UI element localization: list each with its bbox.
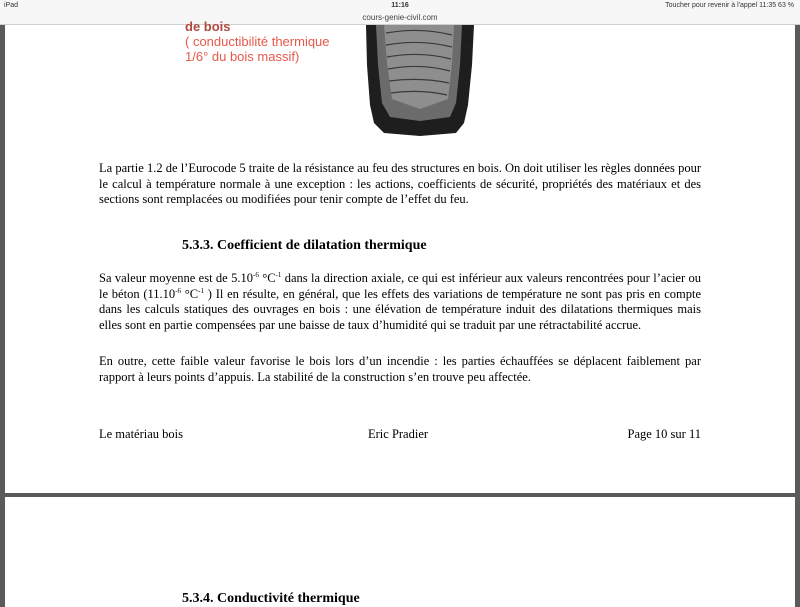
paragraph-fire-resistance: La partie 1.2 de l’Eurocode 5 traite de la résistance au feu des structures en bois. On doit utiliser les règles données pour le calcul à température normale à une exception : les actions, coefficients de sécurité, propriétés des matériaux et des sections sont remplacées ou modifiées pour tenir compte de l’effet du feu.	[99, 161, 701, 206]
device-label: iPad	[4, 2, 19, 9]
status-time: 11:16	[391, 2, 409, 9]
document-page-11	[5, 497, 795, 607]
text-fragment: °C	[258, 271, 276, 285]
url-text: cours-genie-civil.com	[362, 13, 438, 22]
address-bar[interactable]	[0, 12, 800, 25]
text-fragment: °C	[181, 286, 199, 301]
footer-author: Eric Pradier	[368, 427, 429, 441]
exponent: -6	[252, 270, 259, 279]
status-bar	[0, 0, 800, 12]
paragraph-dilatation-value	[99, 271, 701, 333]
figure-caption-line2: 1/6° du bois massif)	[185, 49, 300, 64]
exponent: -1	[275, 270, 282, 279]
figure-caption-heading: de bois	[185, 19, 231, 34]
return-to-call-indicator[interactable]: Toucher pour revenir à l'appel 11:35 63 %	[665, 2, 794, 9]
footer-title: Le matériau bois	[99, 427, 183, 441]
document-page-10	[5, 19, 795, 493]
section-title-conductivity: 5.3.4. Conductivité thermique	[182, 591, 360, 606]
footer-page-number: Page 10 sur 11	[627, 427, 701, 441]
text-fragment: dans la direction axiale, ce qui est inférieur aux valeurs rencontrées pour l’acier ou le béton (11.10	[99, 271, 702, 301]
figure-caption-line1: ( conductibilité thermique	[185, 34, 330, 49]
paragraph-fire-advantage: En outre, cette faible valeur favorise le bois lors d’un incendie : les parties échauffées se déplacent faiblement par rapport à leurs points d’appuis. La stabilité de la construction s’en trouve peu affectée.	[99, 354, 701, 384]
exponent: -1	[198, 286, 204, 295]
text-fragment: ) Il en résulte, en général, que les effets des variations de température ne sont pas pris en compte dans les calculs statiques des ouvrages en bois : une élévation de température induit des dilatations thermiques mais elles sont en partie compensées par une baisse de taux d’humidité qui se traduit par une rétractabilité accrue.	[99, 286, 701, 332]
exponent: -6	[175, 286, 182, 295]
section-title-dilatation: 5.3.3. Coefficient de dilatation thermique	[182, 238, 427, 253]
charred-wood-image	[360, 25, 480, 137]
text-fragment: Sa valeur moyenne est de 5.10	[99, 271, 253, 285]
figure-caption	[185, 19, 330, 64]
